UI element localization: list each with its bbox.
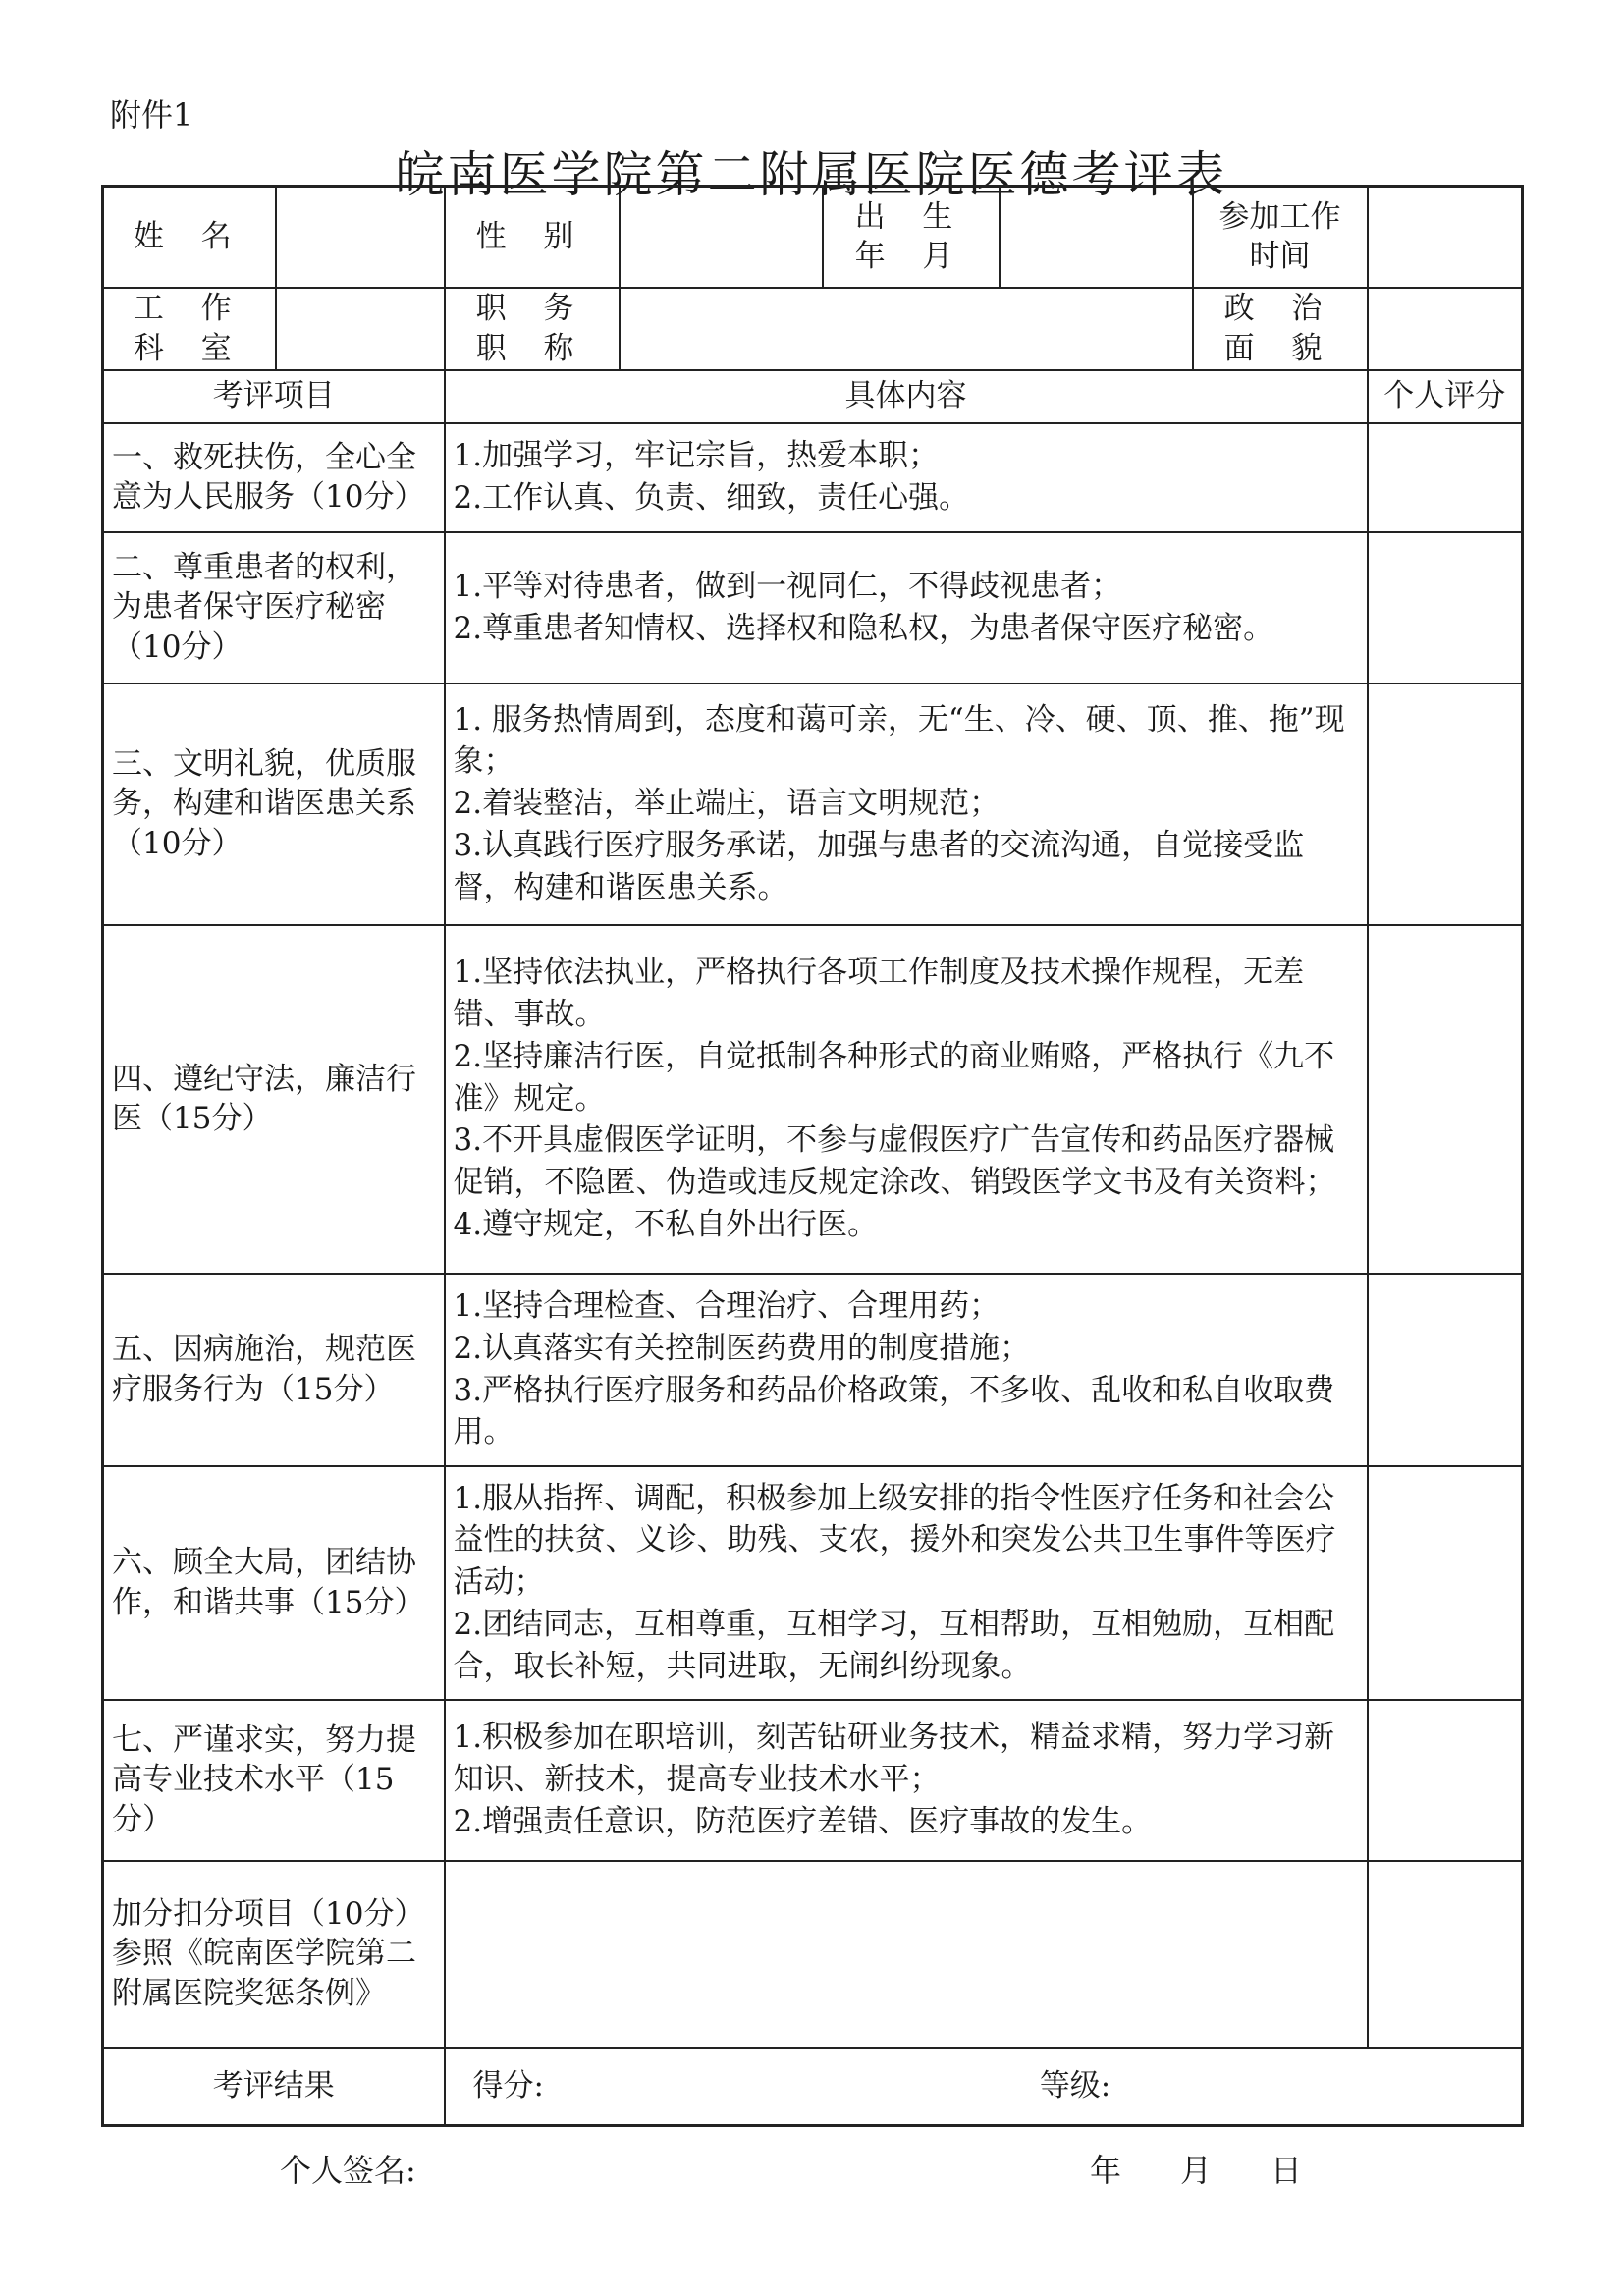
item-label: 五、因病施治，规范医疗服务行为（15分） [103, 1274, 445, 1466]
item-label: 三、文明礼貌，优质服务，构建和谐医患关系（10分） [103, 683, 445, 925]
header-row-2 [103, 288, 1523, 370]
evaluation-form [101, 185, 1524, 2127]
result-label: 考评结果 [103, 2048, 445, 2126]
score-field[interactable] [1368, 925, 1523, 1274]
position-field[interactable] [620, 288, 1193, 370]
col-content-header: 具体内容 [445, 370, 1368, 423]
item-content: 1. 服务热情周到，态度和蔼可亲，无“生、冷、硬、顶、推、拖”现象； 2.着装整洁，举止端庄，语言文明规范； 3.认真践行医疗服务承诺，加强与患者的交流沟通，自觉接受监督，构建和谐医患关系。 [445, 683, 1368, 925]
item-content: 1.坚持依法执业，严格执行各项工作制度及技术操作规程，无差错、事故。 2.坚持廉洁行医，自觉抵制各种形式的商业贿赂，严格执行《九不准》规定。 3.不开具虚假医学证明，不参与虚假医疗广告宣传和药品医疗器械促销，不隐匿、伪造或违反规定涂改、销毁医学文书及有关资料； 4.遵守规定，不私自外出行医。 [445, 925, 1368, 1274]
item-content: 1.平等对待患者，做到一视同仁，不得歧视患者； 2.尊重患者知情权、选择权和隐私权，为患者保守医疗秘密。 [445, 532, 1368, 683]
bonus-row [103, 1861, 1523, 2048]
work-start-label: 参加工作 时间 [1193, 187, 1368, 288]
birth-field[interactable] [1000, 187, 1193, 288]
col-score-header: 个人评分 [1368, 370, 1523, 423]
score-field[interactable] [1368, 1274, 1523, 1466]
bonus-score-field[interactable] [1368, 1861, 1523, 2048]
result-row [103, 2048, 1523, 2126]
score-field[interactable] [1368, 423, 1523, 532]
column-header-row [103, 370, 1523, 423]
score-field[interactable] [1368, 1700, 1523, 1861]
item-label: 二、尊重患者的权利，为患者保守医疗秘密（10分） [103, 532, 445, 683]
position-label: 职 务 职 称 [445, 288, 620, 370]
day-label: 日 [1271, 2152, 1303, 2189]
item-content: 1.加强学习，牢记宗旨，热爱本职； 2.工作认真、负责、细致，责任心强。 [445, 423, 1368, 532]
year-label: 年 [1090, 2152, 1122, 2189]
item-row [103, 1466, 1523, 1700]
score-field[interactable] [1368, 1466, 1523, 1700]
col-item-header: 考评项目 [103, 370, 445, 423]
header-row-1 [103, 187, 1523, 288]
attachment-label: 附件1 [110, 96, 193, 134]
page-title: 皖南医学院第二附属医院医德考评表 [395, 146, 1228, 203]
item-row [103, 925, 1523, 1274]
grade-label: 等级: [1039, 2068, 1111, 2105]
item-content: 1.坚持合理检查、合理治疗、合理用药； 2.认真落实有关控制医药费用的制度措施； 3.严格执行医疗服务和药品价格政策，不多收、乱收和私自收取费用。 [445, 1274, 1368, 1466]
result-field[interactable] [445, 2048, 1523, 2126]
item-label: 一、救死扶伤，全心全意为人民服务（10分） [103, 423, 445, 532]
item-row [103, 1700, 1523, 1861]
dept-label: 工 作 科 室 [103, 288, 276, 370]
bonus-label: 加分扣分项目（10分）参照《皖南医学院第二附属医院奖惩条例》 [103, 1861, 445, 2048]
item-row [103, 683, 1523, 925]
item-label: 四、遵纪守法，廉洁行医（15分） [103, 925, 445, 1274]
signature-date [1090, 2146, 1361, 2191]
item-content: 1.服从指挥、调配，积极参加上级安排的指令性医疗任务和社会公益性的扶贫、义诊、助残、支农，援外和突发公共卫生事件等医疗活动； 2.团结同志，互相尊重，互相学习，互相帮助，互相勉励，互相配合，取长补短，共同进取，无闹纠纷现象。 [445, 1466, 1368, 1700]
birth-label: 出 生 年 月 [823, 187, 1000, 288]
item-row [103, 1274, 1523, 1466]
score-label: 得分: [472, 2068, 544, 2105]
political-field[interactable] [1368, 288, 1523, 370]
gender-field[interactable] [620, 187, 823, 288]
score-field[interactable] [1368, 532, 1523, 683]
month-label: 月 [1180, 2152, 1213, 2189]
item-row [103, 532, 1523, 683]
signature-label: 个人签名: [280, 2152, 416, 2189]
item-row [103, 423, 1523, 532]
item-label: 七、严谨求实，努力提高专业技术水平（15分） [103, 1700, 445, 1861]
political-label: 政 治 面 貌 [1193, 288, 1368, 370]
dept-field[interactable] [276, 288, 445, 370]
name-field[interactable] [276, 187, 445, 288]
item-content: 1.积极参加在职培训，刻苦钻研业务技术，精益求精，努力学习新知识、新技术，提高专业技术水平； 2.增强责任意识，防范医疗差错、医疗事故的发生。 [445, 1700, 1368, 1861]
name-label: 姓 名 [103, 187, 276, 288]
work-start-field[interactable] [1368, 187, 1523, 288]
score-field[interactable] [1368, 683, 1523, 925]
item-label: 六、顾全大局，团结协作，和谐共事（15分） [103, 1466, 445, 1700]
bonus-content-field[interactable] [445, 1861, 1368, 2048]
gender-label: 性 别 [445, 187, 620, 288]
